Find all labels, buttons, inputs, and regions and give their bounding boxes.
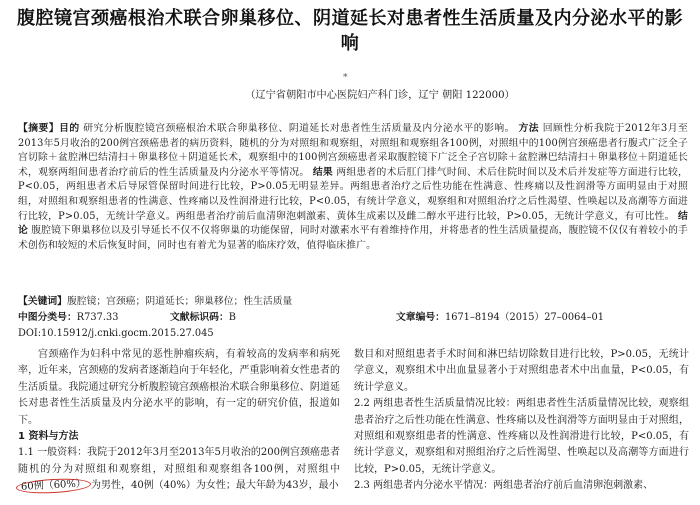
objective-label: 目的 xyxy=(59,123,80,134)
general-data-text: 1.1 一般资料：我院于2012年3月至2013年5月收治的200例宫颈癌患者随机的分为对照组和观察组，对照组和观察组各100例，对照组中 xyxy=(18,447,340,475)
clc-label: 中图分类号： xyxy=(18,312,77,323)
document-code xyxy=(170,311,236,325)
result-text: 两组患者的术后肛门排气时间、术后住院时间以及术后并发症等方面进行比较，P<0.05，两组患者术后导尿管保留时间进行比较，P>0.05无明显差异。两组患者治疗之后性功能在性满意、性疼痛以及性润滑等方面明显由于对照组，对照组和观察组患者的性满意、性疼痛以及性润滑进行比较，P<0.05，有统计学意义，观察组和对照组治疗之后性渴望、性唤起以及高潮等方面进行比较，P>0.05，无统计学意义。两组患者治疗前后血清卵泡刺激素、黄体生成素以及雌二醇水平进行比较，P>0.05，无统计学意义，有可比性。 xyxy=(18,166,688,222)
conclusion-label: 结论 xyxy=(18,210,688,237)
keywords-label: 【关键词】 xyxy=(18,296,67,307)
abstract xyxy=(18,122,688,253)
doc-code-label: 文献标识码： xyxy=(170,312,229,323)
circled-annotation: 60例（60%） xyxy=(16,477,92,495)
paper-title: 腹腔镜宫颈癌根治术联合卵巢移位、阴道延长对患者性生活质量及内分泌水平的影响 xyxy=(17,8,683,54)
result-label: 结果 xyxy=(312,166,333,178)
general-data-text-cont: 为男性，40例（40%）为女性；最大年龄为43岁，最小 xyxy=(90,480,339,492)
general-data-paragraph xyxy=(18,445,340,494)
keywords xyxy=(18,295,688,309)
intro-paragraph: 宫颈癌作为妇科中常见的恶性肿瘤疾病，有着较高的发病率和病死率，近年来，宫颈癌的发病者逐渐趋向于年轻化，严重影响着女性患者的生活质量。我院通过研究分析腹腔镜宫颈癌根治术联合卵巢移位、阴道延长对患者性生活质量及内分泌水平的影响，有一定的研究价值，报道如下。 xyxy=(18,349,340,426)
author-affiliation: （辽宁省朝阳市中心医院妇产科门诊，辽宁 朝阳 122000） xyxy=(245,90,515,101)
results-paragraph-3: 2.3 两组患者内分泌水平情况：两组患者治疗前后血清卵泡刺激素、 xyxy=(354,480,654,492)
article-number-label: 文章编号： xyxy=(396,312,445,323)
clc-value: R737.33 xyxy=(76,312,119,323)
results-paragraph-1: 数目和对照组患者手术时间和淋巴结切除数目进行比较，P>0.05，无统计学意义，观察组术中出血量显著小于对照组患者术中出血量，P<0.05，有统计学意义。 xyxy=(354,349,689,393)
classification-line xyxy=(18,311,688,325)
body-right-column xyxy=(354,347,689,495)
doi: DOI:10.15912/j.cnki.gocm.2015.27.045 xyxy=(18,328,214,339)
keywords-text: 腹腔镜；宫颈癌；阴道延长；卵巢移位；性生活质量 xyxy=(66,296,293,307)
doc-code-value: B xyxy=(228,312,236,323)
conclusion-text: 腹腔镜下卵巢移位以及引导延长不仅不仅将卵巢的功能保留，同时对激素水平有着维持作用，并将患者的性生活质量提高，腹腔镜不仅仅有着较小的手术创伤和较短的术后恢复时间，同时也有着尤为显著的临床疗效，值得临床推广。 xyxy=(18,225,688,251)
body-left-column xyxy=(18,347,340,495)
results-paragraph-2: 2.2 两组患者性生活质量情况比较：两组患者性生活质量情况比较，观察组患者治疗之后性功能在性满意、性疼痛以及性润滑等方面明显由于对照组，对照组和观察组患者的性满意、性疼痛以及性润滑进行比较，P<0.05，有统计学意义，观察组和对照组治疗之后性渴望、性唤起以及高潮等方面进行比较，P>0.05，无统计学意义。 xyxy=(354,398,689,475)
section-heading: 1 资料与方法 xyxy=(18,431,79,443)
method-text: 回顾性分析我院于2012年3月至2013年5月收治的200例宫颈癌患者的病历资料，随机的分为对照组和观察组，对照组和观察组各100例，对照组中的100例宫颈癌患者行腹式广泛全子宫切除＋盆腔淋巴结清扫＋卵巢移位＋阴道延长术，观察组中的100例宫颈癌患者采取腹腔镜下广泛全子宫切除＋盆腔淋巴结清扫＋卵巢移位＋阴道延长术，观察两组间患者治疗前后的性生活质量及内分泌水平等情况。 xyxy=(18,123,688,178)
article-number xyxy=(396,311,604,325)
clc-number xyxy=(18,311,118,325)
abstract-label: 【摘要】 xyxy=(18,123,60,134)
objective-text: 研究分析腹腔镜宫颈癌根治术联合卵巢移位、阴道延长对患者性生活质量及内分泌水平的影响。 xyxy=(83,123,515,134)
method-label: 方法 xyxy=(518,123,540,134)
article-number-value: 1671–8194（2015）27–0064–01 xyxy=(444,312,604,323)
stray-mark: * xyxy=(343,73,348,83)
